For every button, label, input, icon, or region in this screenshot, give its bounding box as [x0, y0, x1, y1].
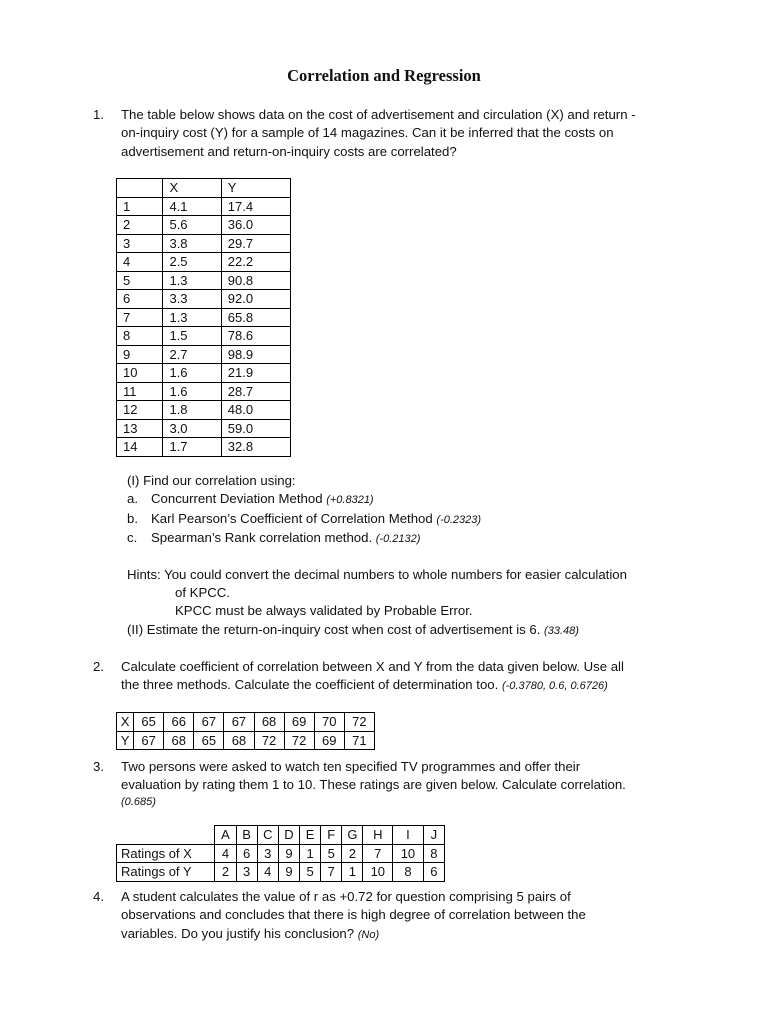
- table-cell: D: [278, 826, 299, 845]
- table-row: [117, 345, 291, 364]
- table-cell: Ratings of X: [117, 844, 215, 863]
- table-cell: 5.6: [163, 216, 221, 235]
- table-cell: 1.5: [163, 327, 221, 346]
- table-cell: B: [236, 826, 257, 845]
- table-cell: 1.8: [163, 401, 221, 420]
- question-line: on-inquiry cost (Y) for a sample of 14 magazines. Can it be inferred that the costs on: [121, 125, 614, 141]
- table-cell: 78.6: [221, 327, 290, 346]
- table-cell: 21.9: [221, 364, 290, 383]
- question-line: evaluation by rating them 1 to 10. These ratings are given below. Calculate correlation.: [121, 777, 626, 793]
- question-4: [93, 888, 693, 944]
- table-cell: 9: [278, 844, 299, 863]
- question-number: 1.: [93, 107, 104, 122]
- question-text-span: the three methods. Calculate the coefficient of determination too.: [121, 677, 502, 693]
- part-2: [127, 621, 697, 640]
- table-cell: 8: [117, 327, 163, 346]
- table-cell: 6: [236, 844, 257, 863]
- table-cell: 65: [134, 713, 164, 732]
- method-item: [127, 490, 697, 509]
- table-cell: [117, 826, 215, 845]
- table-cell: 1: [342, 863, 363, 882]
- table-row: [117, 731, 375, 750]
- hints-line: Hints: You could convert the decimal numbers to whole numbers for easier calculation: [127, 566, 627, 582]
- method-text: Spearman’s Rank correlation method.: [151, 530, 376, 546]
- table-cell: 72: [344, 713, 374, 732]
- table-cell: 59.0: [221, 419, 290, 438]
- method-label: c.: [127, 530, 138, 546]
- table-cell: 66: [164, 713, 194, 732]
- answer-hint: (+0.8321): [326, 494, 374, 507]
- table-cell: I: [393, 826, 424, 845]
- question-text-span: variables. Do you justify his conclusion?: [121, 925, 358, 941]
- table-row: [117, 234, 291, 253]
- question-text: [121, 658, 693, 696]
- table-cell: 3.3: [163, 290, 221, 309]
- table-cell: 10: [363, 863, 393, 882]
- table-cell: X: [163, 179, 221, 198]
- table-cell: 14: [117, 438, 163, 457]
- part-1-label: (I) Find our correlation using:: [127, 473, 296, 488]
- part-2-text: (II) Estimate the return-on-inquiry cost when cost of advertisement is 6.: [127, 621, 545, 637]
- table-cell: 7: [117, 308, 163, 327]
- table-cell: 11: [117, 382, 163, 401]
- table-cell: 71: [344, 731, 374, 750]
- table-cell: 1.3: [163, 308, 221, 327]
- page-title: Correlation and Regression: [287, 66, 481, 85]
- table-cell: 28.7: [221, 382, 290, 401]
- table-cell: 5: [300, 863, 321, 882]
- table-cell: 67: [194, 713, 224, 732]
- table-cell: 7: [363, 844, 393, 863]
- question-2: [93, 658, 693, 696]
- table-header-row: [117, 826, 445, 845]
- question-line: [121, 676, 693, 695]
- table-header-row: [117, 179, 291, 198]
- question-text: [121, 106, 693, 161]
- question-text: [121, 888, 693, 944]
- method-item: [127, 510, 697, 529]
- table-cell: 68: [254, 713, 284, 732]
- method-label: b.: [127, 510, 138, 526]
- table-cell: 2: [215, 863, 236, 882]
- table-row: [117, 253, 291, 272]
- q1-subparts: [127, 472, 697, 640]
- method-label: a.: [127, 491, 138, 507]
- question-line: observations and concludes that there is high degree of correlation between the: [121, 907, 586, 923]
- table-cell: 68: [224, 731, 254, 750]
- answer-hint: (-0.2323): [436, 513, 482, 526]
- table-cell: 9: [278, 863, 299, 882]
- table-cell: 1.6: [163, 382, 221, 401]
- table-row: [117, 863, 445, 882]
- table-cell: 69: [284, 713, 314, 732]
- table-row: [117, 438, 291, 457]
- answer-hint: (-0.2132): [375, 533, 421, 546]
- table-cell: 22.2: [221, 253, 290, 272]
- method-item: [127, 529, 697, 548]
- data-table-q3: [116, 825, 445, 882]
- table-cell: Y: [117, 731, 134, 750]
- table-cell: 2: [342, 844, 363, 863]
- table-cell: 65: [194, 731, 224, 750]
- table-cell: 1.3: [163, 271, 221, 290]
- table-cell: 3.8: [163, 234, 221, 253]
- table-row: [117, 844, 445, 863]
- table-cell: 65.8: [221, 308, 290, 327]
- table-cell: E: [300, 826, 321, 845]
- table-cell: 6: [117, 290, 163, 309]
- table-row: [117, 290, 291, 309]
- table-cell: G: [342, 826, 363, 845]
- question-line: A student calculates the value of r as +0.72 for question comprising 5 pairs of: [121, 889, 571, 904]
- table-cell: 90.8: [221, 271, 290, 290]
- question-number: 2.: [93, 659, 104, 674]
- hints-line: KPCC must be always validated by Probable Error.: [175, 603, 473, 619]
- table-cell: 5: [117, 271, 163, 290]
- table-cell: J: [423, 826, 444, 845]
- table-cell: 3: [257, 844, 278, 863]
- table-row: [117, 216, 291, 235]
- table-cell: 4: [215, 844, 236, 863]
- data-table-q2: [116, 712, 375, 750]
- table-cell: 1: [117, 197, 163, 216]
- table-cell: 2.5: [163, 253, 221, 272]
- table-cell: 4.1: [163, 197, 221, 216]
- table-cell: 98.9: [221, 345, 290, 364]
- question-3: [93, 758, 693, 810]
- table-cell: 29.7: [221, 234, 290, 253]
- table-cell: 48.0: [221, 401, 290, 420]
- table-cell: 5: [321, 844, 342, 863]
- table-cell: 1.7: [163, 438, 221, 457]
- table-cell: 8: [393, 863, 424, 882]
- answer-hint: (No): [357, 928, 380, 941]
- table-cell: 92.0: [221, 290, 290, 309]
- question-line: advertisement and return-on-inquiry costs are correlated?: [121, 143, 457, 159]
- table-cell: 72: [254, 731, 284, 750]
- table-cell: 3: [117, 234, 163, 253]
- question-line: The table below shows data on the cost of advertisement and circulation (X) and return -: [121, 107, 636, 122]
- method-text: Karl Pearson’s Coefficient of Correlation Method: [151, 510, 437, 526]
- table-cell: X: [117, 713, 134, 732]
- table-cell: 67: [134, 731, 164, 750]
- table-cell: A: [215, 826, 236, 845]
- question-line: Calculate coefficient of correlation between X and Y from the data given below. Use all: [121, 659, 624, 674]
- table-row: [117, 364, 291, 383]
- table-cell: 67: [224, 713, 254, 732]
- table-cell: 10: [393, 844, 424, 863]
- table-cell: 4: [257, 863, 278, 882]
- table-row: [117, 401, 291, 420]
- table-row: [117, 197, 291, 216]
- answer-hint: (-0.3780, 0.6, 0.6726): [501, 680, 608, 693]
- table-cell: 69: [314, 731, 344, 750]
- table-row: [117, 382, 291, 401]
- table-cell: 13: [117, 419, 163, 438]
- table-row: [117, 713, 375, 732]
- table-cell: 10: [117, 364, 163, 383]
- table-cell: 6: [423, 863, 444, 882]
- table-cell: 8: [423, 844, 444, 863]
- table-cell: 72: [284, 731, 314, 750]
- table-cell: 3.0: [163, 419, 221, 438]
- question-line: Two persons were asked to watch ten specified TV programmes and offer their: [121, 759, 581, 774]
- table-row: [117, 419, 291, 438]
- table-cell: 68: [164, 731, 194, 750]
- table-cell: 2.7: [163, 345, 221, 364]
- hints-line: of KPCC.: [175, 585, 230, 601]
- data-table-q1: [116, 178, 291, 457]
- table-cell: Ratings of Y: [117, 863, 215, 882]
- table-cell: 1.6: [163, 364, 221, 383]
- table-cell: 36.0: [221, 216, 290, 235]
- table-cell: 4: [117, 253, 163, 272]
- table-cell: 32.8: [221, 438, 290, 457]
- method-text: Concurrent Deviation Method: [151, 491, 327, 507]
- table-row: [117, 271, 291, 290]
- table-cell: H: [363, 826, 393, 845]
- table-cell: F: [321, 826, 342, 845]
- table-cell: 2: [117, 216, 163, 235]
- question-line: [121, 925, 693, 944]
- question-1: [93, 106, 693, 161]
- table-cell: 9: [117, 345, 163, 364]
- table-cell: 3: [236, 863, 257, 882]
- table-cell: 70: [314, 713, 344, 732]
- table-cell: Y: [221, 179, 290, 198]
- table-cell: 7: [321, 863, 342, 882]
- table-cell: 12: [117, 401, 163, 420]
- table-cell: 17.4: [221, 197, 290, 216]
- question-number: 3.: [93, 759, 104, 774]
- answer-hint: (0.685): [121, 795, 156, 808]
- table-cell: [117, 179, 163, 198]
- answer-hint: (33.48): [544, 624, 579, 637]
- table-row: [117, 327, 291, 346]
- table-cell: 1: [300, 844, 321, 863]
- table-row: [117, 308, 291, 327]
- table-cell: C: [257, 826, 278, 845]
- question-number: 4.: [93, 889, 104, 904]
- question-text: [121, 758, 693, 810]
